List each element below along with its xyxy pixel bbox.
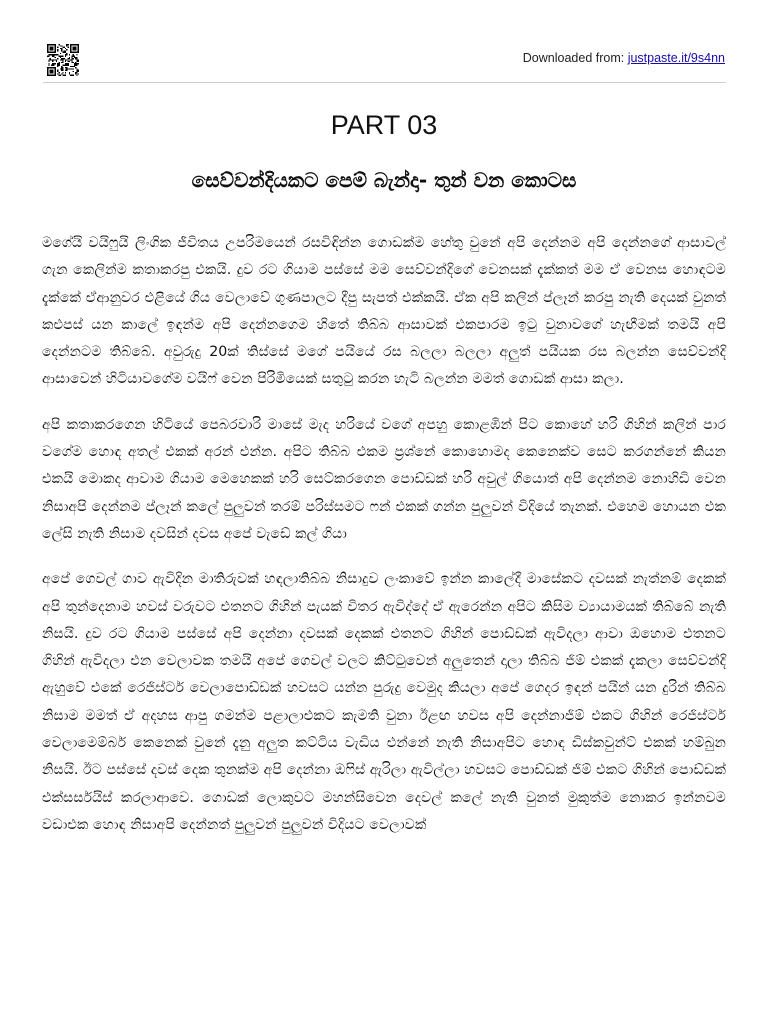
qr-code-icon: [47, 44, 79, 76]
story-body: [42, 230, 726, 857]
story-heading: සෙව්වන්දියකට පෙම් බැන්දා- තුන් වන කොටස: [191, 168, 577, 192]
header-divider: [43, 82, 726, 83]
paragraph-2: අපි කතාකරගෙන හිටියේ පෙබරවාරි මාසේ මැද හරියේ වගේ අපහු කොළඹින් පිට කොහේ හරි ගිහින් කලින් පාර වගේම හොඳ අතල් එකක් අරන් එන්න. අපිට තිබ්බ එකම ප්‍රශ්නේ කොහොමද කෙනෙක්ව සෙට කරගන්නේ කියන එකයි මොකද ආවාම ගියාම මෙහෙකක් හරි සෙට්කරගෙන පොඩ්ඩක් හරි අවුල් ගියොත් අපි දෙන්නම නොහිඩි වෙන නිසාඅපි දෙන්නම ප්ලෑන් කලේ පුලුවන් තරම් පරිස්සමට ෆන් එකක් ගන්න පුලුවන් විදියේ තැනක්. එහෙම හොයන එක ලේසි නැති නිසාම දවසින් දවස අපේ වැඩේ කල් ගියා: [42, 416, 726, 542]
paragraph-3: අපේ ගෙවල් ගාව ඇවිදින මාතිරුවක් හඳලාතිබ්බ නිසාදුව ලංකාවේ ඉන්න කාලේදී මාසේකට දවසක් නැත්නම් දෙකක් අපි තුන්දෙනාම හවස් වරුවට එතනට ගිහින් පැයක් විතර ඇවිද්දේ ඒ ඇරෙන්න අපිට කිසිම ව්‍යායාමයක් තිබ්බේ නැති නිසයි. දුව රට ගියාම පස්සේ අපි දෙන්නා දවසක් දෙකක් එතනට ගිහින් පොඩ්ඩක් ඇවිදලා ආවා ඔහොම එතනට ගිහින් ඇවිදලා එන වෙලාවක තමයි අපේ ගෙවල් වලට කිට්ටුවෙන් අලුතෙන් දාලා තිබ්බ ජිම් එකක් දැකලා සෙව්වන්දි ඇහුවේ එකේ රෙජිස්ටර් වෙලාපොඩ්ඩක් හවසට යන්න පුරුදු වෙමුද කියලා අපේ ගෙදර ඉඳන් පයින් යන දුරින් තිබ්බ නිසාම මමත් ඒ අදහස ආපු ගමන්ම පළාලාඑකට කැමති වුනා ඊළඟ හවස අපි දෙන්නාජිම් එකට ගිහින් රෙජිස්ටර් වෙලාමෙම්බර් කෙනෙක් වුනේ දැනු අලුත කට්ටිය වැඩිය එන්නේ නැති නිසාඅපිට හොඳ ඩිස්කවුන්ට් එකක් හම්බුන නිසයි. ඊට පස්සේ දවස් දෙක තුනක්ම අපි දෙන්නා ඔෆිස් ඇරිලා ඇවිල්ලා හවසට පොඩ්ඩක් ජිම් එකට ගිහින් පොඩ්ඩක් එක්සර්සයිස් කරලාආවෙ. ගොඩක් ලොකුවට මහන්සිවෙන දෙවල් කලේ නැති වුනත් මුකුත්ම නොකර ඉන්නවම වඩාඑක හොඳ නිසාඅපි දෙන්නත් පුලුවන් පුලුවන් විදියට වෙලාවක්: [42, 571, 726, 833]
part-title: PART 03: [330, 110, 438, 140]
download-prefix: Downloaded from:: [522, 51, 628, 65]
source-link[interactable]: justpaste.it/9s4nn: [627, 51, 725, 65]
download-source-line: [523, 51, 725, 65]
paragraph-1: මගේයි වයිෆුයි ලිංගික ජීවිතය උපරිමයෙන් රසවිඳින්න ගොඩක්ම හේතු වුනේ අපි දෙන්නම අපි දෙන්නගේ ආසාවල් ගැන කෙලින්ම කතාකරපු එකයි. දුව රට ගියාම පස්සේ මම සෙව්වන්දිගේ වෙනසක් දැක්කත් මම ඒ වෙනස හොඳටම දැක්කේ ඒආනුවර එළියේ ගිය වෙලාවේ ගුණපාලට දීපු සැපත් එක්කයි. ඒක අපි කලින් ප්ලෑන් කරපු නැති දෙයක් වුනත් කළුපස් යන කාලේ ඉඳන්ම අපි දෙන්නගෙම හිතේ තිබ්බ ආසාවක් එකපාරම ඉටු වුනාවගේ හැඟීමක් තමයි අපි දෙන්නටම තිබ්බේ. අවුරුදු 20ක් තිස්සේ මගේ පයියේ රස බලලා බලලා අලුත් පයියක රස බලන්න සෙව්වන්දි ආසාවෙන් හිටියාවගේම වයිෆ් වෙන පිරිමියෙක් සතුටු කරන හැටි බලන්න මමත් ගොඩක් ආසා කලා.: [42, 235, 726, 388]
